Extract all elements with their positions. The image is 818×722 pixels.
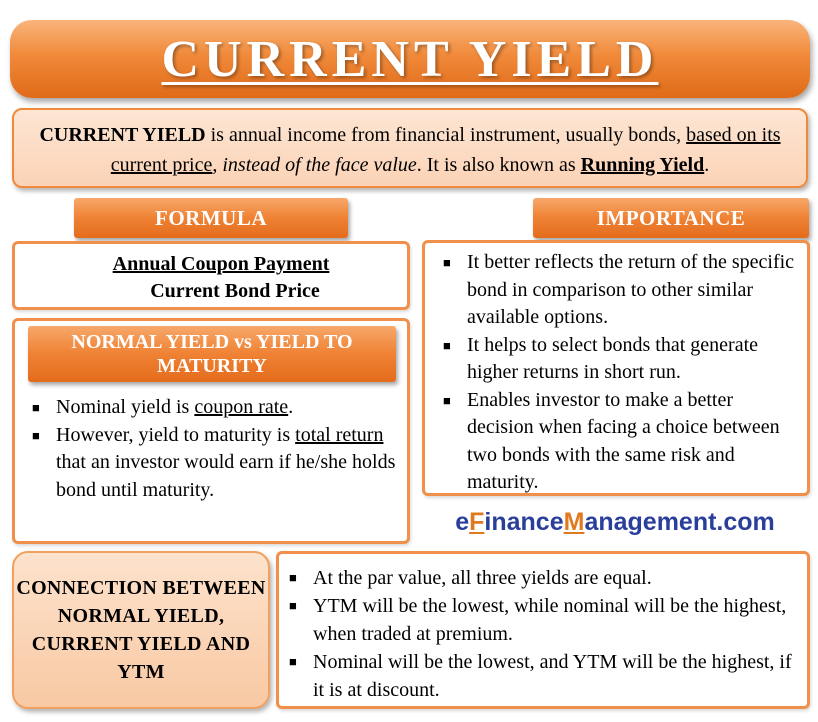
definition-text-2: . It is also known as	[416, 154, 581, 176]
definition-end: .	[704, 154, 710, 176]
bullet-icon: ■	[443, 255, 451, 270]
page-title: CURRENT YIELD	[161, 30, 659, 88]
formula-header: FORMULA	[74, 198, 348, 238]
brand-F: F	[469, 508, 485, 536]
brand-logo	[420, 504, 810, 540]
brand-M: M	[563, 508, 585, 536]
list-item	[283, 592, 797, 648]
connection-item-1: At the par value, all three yields are equal.	[313, 567, 652, 589]
normal-item-1-pre: Nominal yield is	[56, 396, 195, 418]
definition-italic: instead of the face value	[222, 154, 417, 176]
definition-comma: ,	[212, 154, 218, 176]
bullet-icon: ■	[289, 570, 297, 585]
list-item	[437, 387, 797, 497]
connection-item-2: YTM will be the lowest, while nominal will be the highest, when traded at premium.	[313, 595, 787, 645]
connection-header: CONNECTION BETWEEN NORMAL YIELD, CURRENT YIELD AND YTM	[12, 551, 270, 709]
bullet-icon: ■	[289, 654, 297, 669]
normal-item-1-post: .	[288, 396, 294, 418]
list-item	[437, 332, 797, 387]
bullet-icon: ■	[32, 400, 40, 415]
connection-item-3: Nominal will be the lowest, and YTM will be the highest, if it is at discount.	[313, 651, 792, 701]
normal-item-2-pre: However, yield to maturity is	[56, 423, 296, 446]
bullet-icon: ■	[32, 427, 40, 443]
definition-text-1: is annual income from financial instrument, usually bonds,	[205, 124, 682, 146]
normal-yield-header: NORMAL YIELD vs YIELD TO MATURITY	[28, 326, 396, 382]
list-item	[437, 249, 797, 332]
importance-list	[437, 249, 797, 497]
list-item	[26, 422, 404, 505]
definition-term: CURRENT YIELD	[39, 124, 206, 146]
normal-yield-list	[26, 394, 404, 504]
normal-yield-list-wrap	[26, 394, 404, 504]
importance-box	[422, 240, 810, 496]
normal-item-1-underlined: coupon rate	[194, 396, 289, 418]
bullet-icon: ■	[443, 392, 451, 408]
brand-anagement: anagement.com	[584, 508, 775, 536]
normal-item-2-underlined: total return	[295, 423, 384, 446]
importance-item-1: It better reflects the return of the specific bond in comparison to other similar available options.	[467, 251, 795, 328]
bullet-icon: ■	[289, 598, 297, 613]
list-item	[283, 564, 797, 592]
brand-inance: inance	[484, 508, 564, 536]
definition-running-yield: Running Yield	[580, 154, 705, 176]
list-item	[26, 394, 404, 422]
importance-header: IMPORTANCE	[533, 198, 809, 238]
connection-box	[276, 551, 810, 709]
list-item	[283, 648, 797, 704]
formula-box	[12, 241, 410, 310]
bullet-icon: ■	[443, 337, 451, 353]
importance-item-2: It helps to select bonds that generate higher returns in short run.	[467, 333, 759, 383]
connection-list	[283, 564, 797, 704]
definition-underlined: based on its current price	[110, 124, 781, 176]
formula-numerator: Annual Coupon Payment	[112, 253, 330, 275]
normal-item-2-post: that an investor would earn if he/she holds bond until maturity.	[56, 451, 396, 501]
importance-item-3: Enables investor to make a better decision when facing a choice between two bonds with the same risk and maturity.	[467, 388, 780, 493]
formula-denominator: Current Bond Price	[150, 280, 320, 302]
brand-e: e	[455, 508, 470, 536]
definition-box	[12, 108, 808, 188]
formula-numerator-row	[15, 253, 407, 276]
title-banner	[10, 20, 810, 98]
